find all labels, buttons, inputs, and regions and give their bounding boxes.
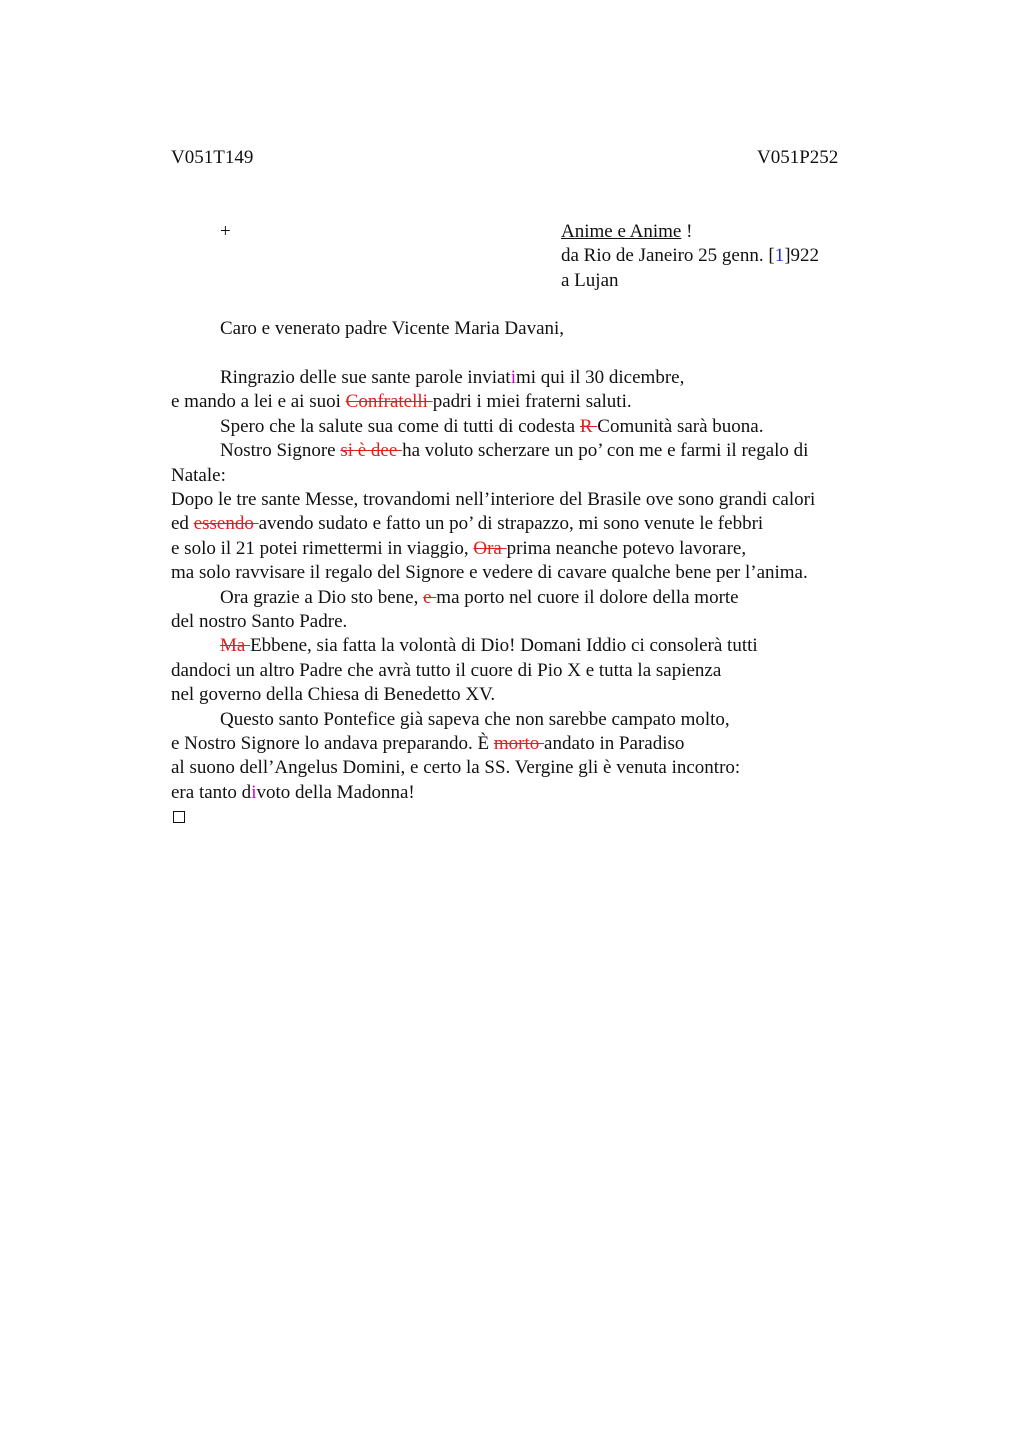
document-code-right: V051P252 (757, 147, 839, 168)
text-segment: Spero che la salute sua come di tutti di codesta (220, 416, 580, 437)
body-line (220, 634, 758, 658)
text-segment: ma solo ravvisare il regalo del Signore e vedere di cavare qualche bene per l’anima. (171, 562, 808, 583)
text-segment: voto della Madonna! (256, 782, 415, 803)
deleted-text: e (423, 587, 437, 608)
text-segment: del nostro Santo Padre. (171, 611, 348, 632)
text-segment: Natale: (171, 465, 226, 486)
text-segment: al suono dell’Angelus Domini, e certo la SS. Vergine gli è venuta incontro: (171, 757, 741, 778)
place-date (561, 244, 819, 268)
body-line (171, 683, 495, 707)
text-segment: mi qui il 30 dicembre, (516, 367, 685, 388)
body-line (171, 537, 746, 561)
letter-title (561, 220, 692, 244)
deleted-text: R (579, 416, 598, 437)
deleted-text: Ma (220, 635, 251, 656)
text-segment: avendo sudato e fatto un po’ di strapazzo, mi sono venute le febbri (258, 513, 764, 534)
salutation: Caro e venerato padre Vicente Maria Davani, (220, 318, 565, 339)
body-line (171, 464, 226, 488)
deleted-text: essendo (193, 513, 259, 534)
text-segment: ha voluto scherzare un po’ con me e farmi il regalo di (402, 440, 809, 461)
body-line (171, 561, 808, 585)
body-line (171, 732, 684, 756)
body-line (220, 439, 808, 463)
place-date-prefix: da Rio de Janeiro 25 genn. [ (561, 245, 775, 266)
document-code-left: V051T149 (171, 147, 254, 168)
body-line (171, 488, 815, 512)
deleted-text: Ora (473, 538, 507, 559)
place-date-suffix: ]922 (784, 245, 820, 266)
text-segment: dandoci un altro Padre che avrà tutto il cuore di Pio X e tutta la sapienza (171, 660, 722, 681)
body-line (171, 390, 632, 414)
text-segment: Comunità sarà buona. (597, 416, 764, 437)
text-segment: padri i miei fraterni saluti. (432, 391, 632, 412)
body-line (220, 586, 739, 610)
text-segment: ed (171, 513, 194, 534)
deleted-text: si è dee (340, 440, 403, 461)
place-date-editorial-insert: 1 (774, 245, 785, 266)
text-segment: Dopo le tre sante Messe, trovandomi nell’interiore del Brasile ove sono grandi calori (171, 489, 816, 510)
text-segment: Nostro Signore (220, 440, 341, 461)
body-line (220, 708, 730, 732)
cross-mark: + (220, 221, 231, 242)
text-segment: Ringrazio delle sue sante parole inviat (220, 367, 511, 388)
inserted-letter: i (251, 782, 257, 803)
body-line (171, 659, 721, 683)
body-line (220, 366, 684, 390)
body-line (171, 756, 740, 780)
destination: a Lujan (561, 270, 619, 291)
text-segment: prima neanche potevo lavorare, (506, 538, 747, 559)
text-segment: e mando a lei e ai suoi (171, 391, 346, 412)
text-segment: nel governo della Chiesa di Benedetto XV. (171, 684, 496, 705)
letter-title-suffix: ! (681, 221, 693, 242)
text-segment: andato in Paradiso (544, 733, 685, 754)
text-segment: Questo santo Pontefice già sapeva che non sarebbe campato molto, (220, 709, 730, 730)
body-line (171, 610, 347, 634)
body-line (171, 512, 763, 536)
text-segment: e solo il 21 potei rimettermi in viaggio, (171, 538, 474, 559)
text-segment: Ora grazie a Dio sto bene, (220, 587, 424, 608)
letter-title-text: Anime e Anime (561, 221, 682, 242)
body-line (220, 415, 764, 439)
end-box-marker (173, 811, 185, 823)
deleted-text: Confratelli (345, 391, 433, 412)
inserted-letter: i (510, 367, 516, 388)
text-segment: e Nostro Signore lo andava preparando. È (171, 733, 494, 754)
text-segment: Ebbene, sia fatta la volontà di Dio! Domani Iddio ci consolerà tutti (250, 635, 758, 656)
text-segment: ma porto nel cuore il dolore della morte (436, 587, 739, 608)
deleted-text: morto (493, 733, 545, 754)
body-line (171, 781, 415, 805)
text-segment: era tanto d (171, 782, 252, 803)
